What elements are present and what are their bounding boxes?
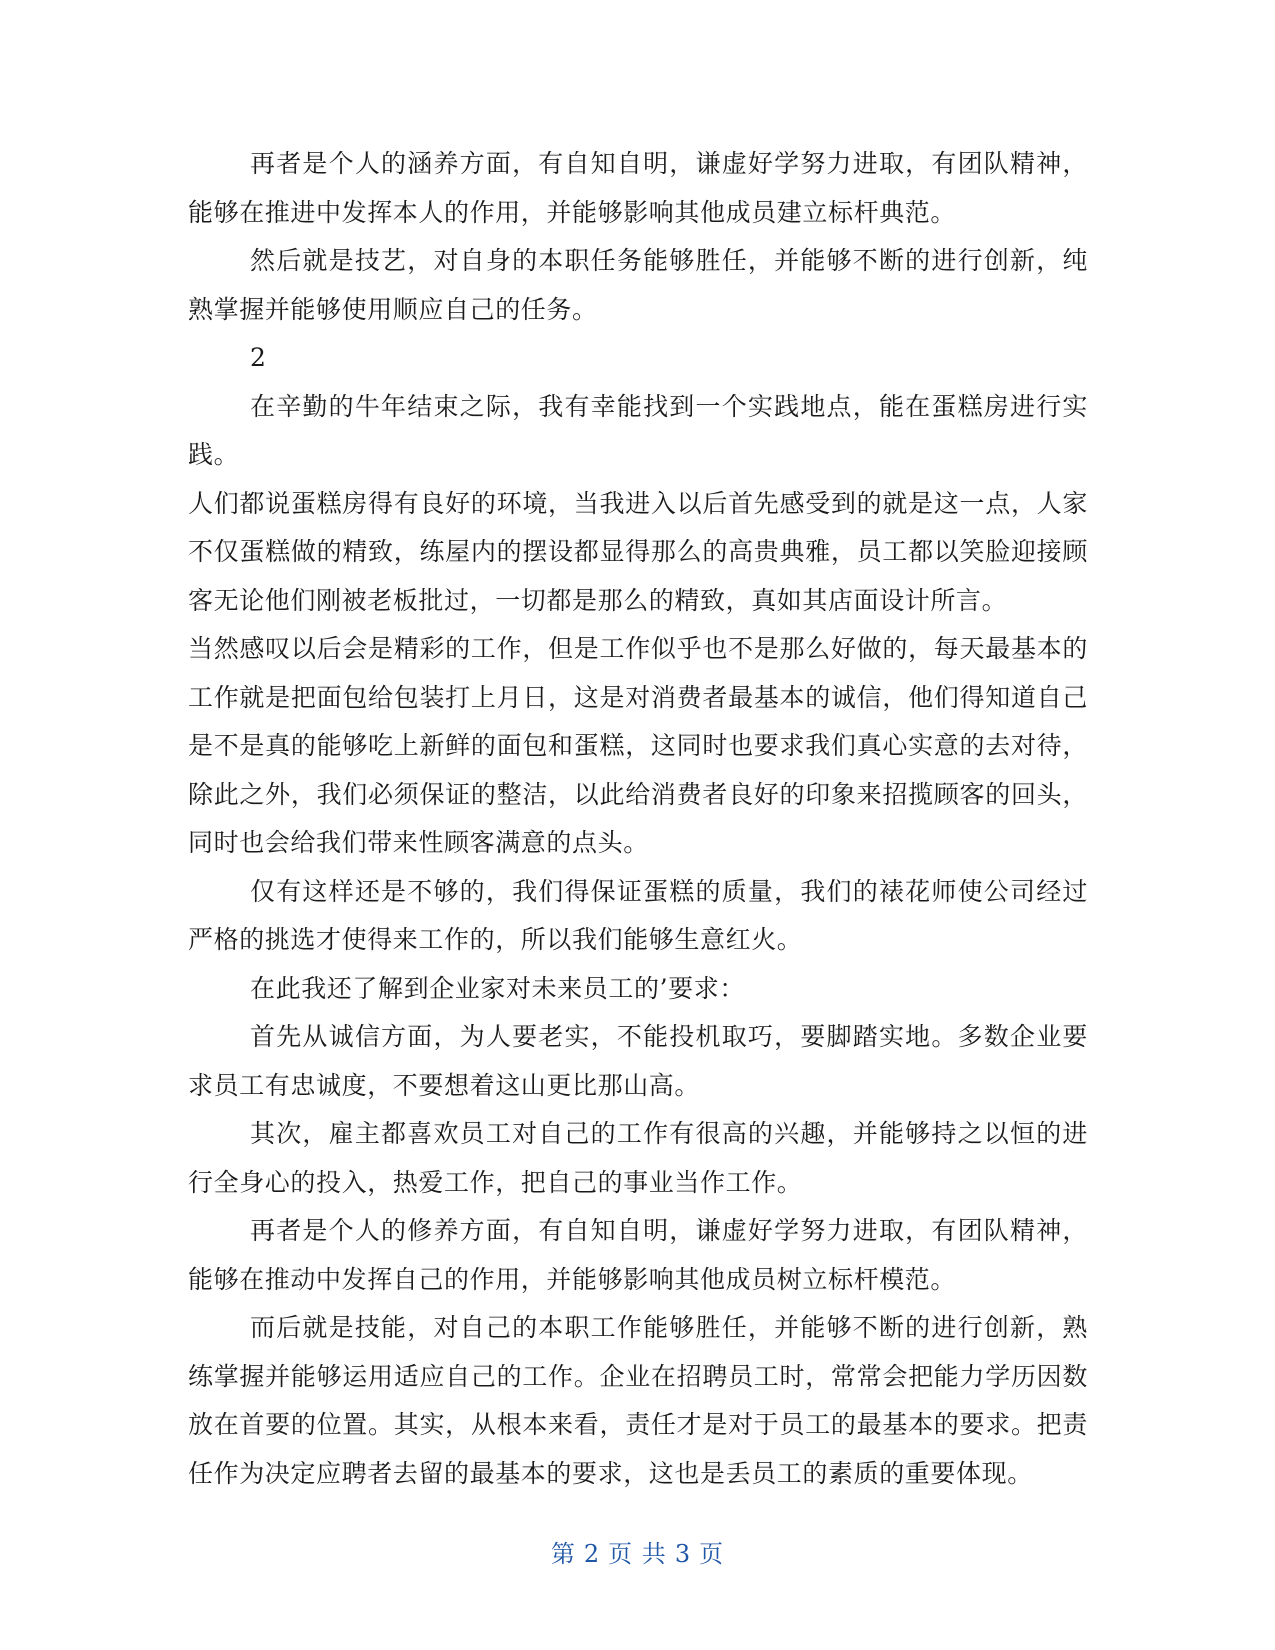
paragraph-requirements-intro: 在此我还了解到企业家对未来员工的’要求： — [250, 973, 745, 1003]
paragraph-daily-work: 当然感叹以后会是精彩的工作，但是工作似乎也不是那么好做的，每天最基本的工作就是把面包给包装打上月日，这是对消费者最基本的诚信，他们得知道自己是不是真的能够吃上新鲜的面包和蛋糕，这同时也要求我们真心实意的去对待，除此之外，我们必须保证的整洁，以此给消费者良好的印象来招揽顾客的回头，同时也会给我们带来性顾客满意的点头。 — [188, 634, 1088, 857]
paragraph-skills-2: 而后就是技能，对自己的本职工作能够胜任，并能够不断的进行创新，熟练掌握并能够运用适应自己的工作。企业在招聘员工时，常常会把能力学历因数放在首要的位置。其实，从根本来看，责任才是对于员工的最基本的要求。把责任作为决定应聘者去留的最基本的要求，这也是丢员工的素质的重要体现。 — [188, 1313, 1088, 1488]
document-body — [188, 140, 1088, 1498]
paragraph-cultivation-2: 再者是个人的修养方面，有自知自明，谦虚好学努力进取，有团队精神，能够在推动中发挥自己的作用，并能够影响其他成员树立标杆模范。 — [188, 1216, 1088, 1294]
paragraph-honesty: 首先从诚信方面，为人要老实，不能投机取巧，要脚踏实地。多数企业要求员工有忠诚度，不要想着这山更比那山高。 — [188, 1022, 1088, 1100]
footer-current-page: 2 — [583, 1540, 601, 1568]
paragraph-quality: 仅有这样还是不够的，我们得保证蛋糕的质量，我们的裱花师使公司经过严格的挑选才使得来工作的，所以我们能够生意红火。 — [188, 876, 1088, 954]
paragraph-interest: 其次，雇主都喜欢员工对自己的工作有很高的兴趣，并能够持之以恒的进行全身心的投入，热爱工作，把自己的事业当作工作。 — [188, 1119, 1088, 1197]
paragraph-intro: 在辛勤的牛年结束之际，我有幸能找到一个实践地点，能在蛋糕房进行实践。 — [188, 391, 1088, 469]
footer-middle: 页 共 — [608, 1540, 667, 1568]
section-number: 2 — [250, 343, 267, 372]
paragraph-cultivation-1: 再者是个人的涵养方面，有自知自明，谦虚好学努力进取，有团队精神，能够在推进中发挥本人的作用，并能够影响其他成员建立标杆典范。 — [188, 149, 1088, 227]
footer-prefix: 第 — [550, 1540, 576, 1568]
page-footer — [0, 1534, 1275, 1569]
paragraph-environment: 人们都说蛋糕房得有良好的环境，当我进入以后首先感受到的就是这一点，人家不仅蛋糕做的精致，练屋内的摆设都显得那么的高贵典雅，员工都以笑脸迎接顾客无论他们刚被老板批过，一切都是那么的精致，真如其店面设计所言。 — [188, 488, 1088, 615]
paragraph-skills-1: 然后就是技艺，对自身的本职任务能够胜任，并能够不断的进行创新，纯熟掌握并能够使用顺应自己的任务。 — [188, 246, 1088, 324]
footer-suffix: 页 — [699, 1540, 725, 1568]
footer-total-pages: 3 — [674, 1540, 692, 1568]
